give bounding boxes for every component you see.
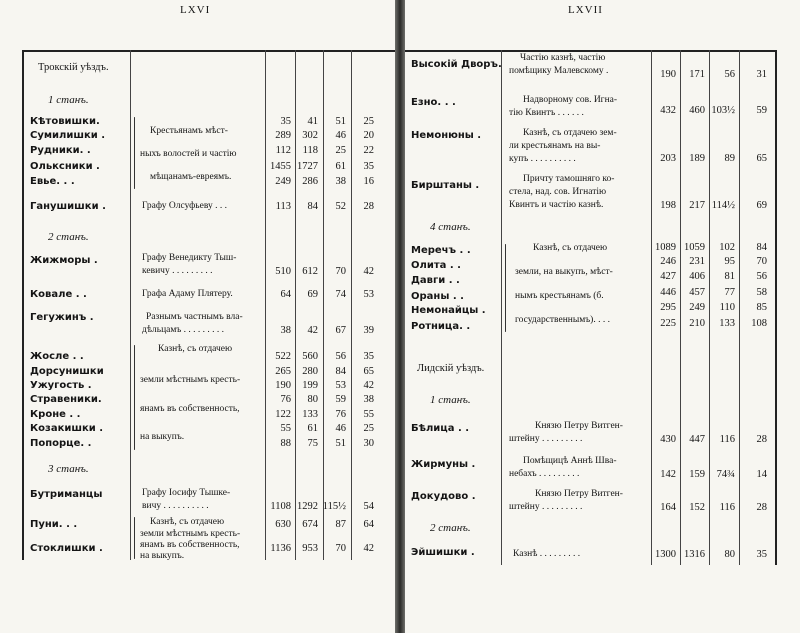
number-cell: 53 [335, 380, 346, 391]
number-cell: 76 [280, 394, 291, 405]
number-cell: 116 [719, 502, 735, 513]
village-name: Высокій Дворъ. [411, 59, 502, 70]
number-cell: 246 [660, 256, 676, 267]
number-cell: 432 [660, 105, 676, 116]
owner-description: тію Квинтъ . . . . . . [509, 108, 584, 118]
owner-description: штейну . . . . . . . . . [509, 434, 583, 444]
number-cell: 406 [689, 271, 705, 282]
number-cell: 65 [363, 366, 374, 377]
village-name: Бутриманцы [30, 489, 103, 500]
number-cell: 70 [756, 256, 767, 267]
number-cell: 1089 [655, 242, 676, 253]
owner-description: Крестьянамъ мѣст- [150, 126, 228, 136]
number-cell: 85 [756, 302, 767, 313]
stan-heading: 4 станъ. [430, 221, 471, 233]
number-cell: 122 [275, 409, 291, 420]
owner-description: купъ . . . . . . . . . . [509, 154, 576, 164]
village-name: Ужугость . [30, 380, 92, 391]
owner-description: Князю Петру Витген- [535, 489, 623, 499]
number-cell: 38 [335, 176, 346, 187]
brace [134, 517, 135, 559]
number-cell: 295 [660, 302, 676, 313]
owner-description: дѣльцамъ . . . . . . . . . [142, 325, 225, 335]
number-cell: 1292 [297, 501, 318, 512]
owner-description: государственнымъ). . . . [515, 315, 610, 325]
village-name: Немонюны . [411, 130, 482, 141]
stan-heading: 1 станъ. [48, 94, 89, 106]
number-cell: 133 [719, 318, 735, 329]
number-cell: 457 [689, 287, 705, 298]
number-cell: 198 [660, 200, 676, 211]
village-name: Эйшишки . [411, 547, 475, 558]
number-cell: 630 [275, 519, 291, 530]
number-cell: 1455 [270, 161, 291, 172]
number-cell: 67 [335, 325, 346, 336]
number-cell: 42 [363, 543, 374, 554]
number-cell: 446 [660, 287, 676, 298]
village-name: Бирштаны . [411, 180, 480, 191]
village-name: Попорце. . [30, 438, 92, 449]
number-cell: 25 [363, 423, 374, 434]
number-cell: 74 [335, 289, 346, 300]
stan-heading: 1 станъ. [430, 394, 471, 406]
table-top-rule [22, 50, 395, 52]
number-cell: 84 [307, 201, 318, 212]
number-cell: 35 [280, 116, 291, 127]
number-cell: 1108 [270, 501, 291, 512]
number-cell: 447 [689, 434, 705, 445]
number-cell: 52 [335, 201, 346, 212]
table-top-rule [405, 50, 775, 52]
village-name: Бѣлица . . [411, 423, 470, 434]
village-name: Козакишки . [30, 423, 104, 434]
number-cell: 560 [302, 351, 318, 362]
table-left-rule [22, 50, 24, 560]
number-cell: 108 [751, 318, 767, 329]
owner-description: Графа Адаму Плятеру. [142, 289, 233, 299]
village-name: Давги . . [411, 275, 460, 286]
village-name: Кѣтовишки. [30, 116, 100, 127]
owner-description: Надворному сов. Игна- [523, 95, 618, 105]
stan-heading: 2 станъ. [48, 231, 89, 243]
page-number: LXVII [568, 4, 603, 16]
number-cell: 190 [275, 380, 291, 391]
number-cell: 112 [275, 145, 291, 156]
owner-description: Квинтъ и частію казнѣ. [509, 200, 604, 210]
owner-description: штейну . . . . . . . . . [509, 502, 583, 512]
table-right-rule [775, 50, 777, 565]
number-cell: 55 [363, 409, 374, 420]
number-cell: 28 [756, 502, 767, 513]
village-name: Гегужинъ . [30, 312, 94, 323]
number-cell: 74¾ [716, 469, 735, 480]
number-cell: 77 [724, 287, 735, 298]
owner-description: Причту тамошняго ко- [523, 174, 615, 184]
number-cell: 51 [335, 438, 346, 449]
number-cell: 14 [756, 469, 767, 480]
number-cell: 430 [660, 434, 676, 445]
number-cell: 80 [307, 394, 318, 405]
number-cell: 28 [363, 201, 374, 212]
number-cell: 56 [756, 271, 767, 282]
number-cell: 427 [660, 271, 676, 282]
village-name: Кроне . . [30, 409, 81, 420]
number-cell: 61 [335, 161, 346, 172]
number-cell: 114½ [711, 200, 735, 211]
village-name: Ганушишки . [30, 201, 106, 212]
owner-description: Частію казнѣ, частію [520, 53, 606, 63]
owner-description: стела, над. сов. Игнатію [509, 187, 607, 197]
village-name: Езно. . . [411, 97, 456, 108]
owner-description: ли крестьянамъ на вы- [509, 141, 601, 151]
owner-description: Казнѣ, съ отдачею зем- [523, 128, 617, 138]
owner-description: нымъ крестьянамъ (б. [515, 291, 604, 301]
village-name: Жижморы . [30, 255, 98, 266]
village-name: Стравеники. [30, 394, 102, 405]
number-cell: 80 [724, 549, 735, 560]
number-cell: 199 [302, 380, 318, 391]
village-name: Ротница. . [411, 321, 471, 332]
number-cell: 35 [363, 161, 374, 172]
owner-description: Казнѣ, съ отдачею [150, 517, 225, 527]
number-cell: 56 [724, 69, 735, 80]
brace [134, 117, 135, 189]
number-cell: 87 [335, 519, 346, 530]
book-gutter [395, 0, 405, 633]
owner-description: Графу Іосифу Тышке- [142, 488, 231, 498]
owner-description: Казнѣ, съ отдачею [533, 243, 608, 253]
owner-description: кевичу . . . . . . . . . [142, 266, 213, 276]
number-cell: 39 [363, 325, 374, 336]
owner-description: янамъ въ собственность, [140, 404, 240, 414]
number-cell: 55 [280, 423, 291, 434]
owner-description: на выкупъ. [140, 551, 185, 561]
village-name: Жосле . . [30, 351, 84, 362]
number-cell: 56 [335, 351, 346, 362]
owner-description: Казнѣ . . . . . . . . . [513, 549, 581, 559]
village-name: Ольксники . [30, 161, 100, 172]
number-cell: 38 [280, 325, 291, 336]
owner-description: помѣщику Малевскому . [509, 66, 609, 76]
number-cell: 674 [302, 519, 318, 530]
number-cell: 116 [719, 434, 735, 445]
number-cell: 70 [335, 266, 346, 277]
village-name: Евье. . . [30, 176, 75, 187]
number-cell: 70 [335, 543, 346, 554]
number-cell: 28 [756, 434, 767, 445]
column-rule [501, 50, 502, 565]
number-cell: 58 [756, 287, 767, 298]
page-number: LXVI [180, 4, 211, 16]
owner-description: Графу Олсуфьеву . . . [142, 201, 227, 211]
column-rule [130, 50, 131, 560]
number-cell: 22 [363, 145, 374, 156]
number-cell: 249 [275, 176, 291, 187]
number-cell: 510 [275, 266, 291, 277]
village-name: Стоклишки . [30, 543, 103, 554]
number-cell: 113 [275, 201, 291, 212]
left-page [0, 0, 395, 633]
number-cell: 31 [756, 69, 767, 80]
number-cell: 953 [302, 543, 318, 554]
number-cell: 42 [363, 380, 374, 391]
owner-description: Графу Венедикту Тыш- [142, 253, 237, 263]
owner-description: небахъ . . . . . . . . . [509, 469, 580, 479]
number-cell: 81 [724, 271, 735, 282]
number-cell: 30 [363, 438, 374, 449]
number-cell: 159 [689, 469, 705, 480]
number-cell: 46 [335, 423, 346, 434]
number-cell: 1136 [270, 543, 291, 554]
number-cell: 225 [660, 318, 676, 329]
village-name: Ораны . . [411, 291, 464, 302]
owner-description: мѣщанамъ-евреямъ. [150, 172, 232, 182]
number-cell: 102 [719, 242, 735, 253]
number-cell: 61 [307, 423, 318, 434]
number-cell: 1316 [684, 549, 705, 560]
village-name: Пуни. . . [30, 519, 78, 530]
right-page [405, 0, 800, 633]
number-cell: 1300 [655, 549, 676, 560]
village-name: Меречъ . . [411, 245, 471, 256]
number-cell: 1059 [684, 242, 705, 253]
district-heading: Лидскій уѣздъ. [417, 363, 485, 374]
number-cell: 59 [756, 105, 767, 116]
number-cell: 51 [335, 116, 346, 127]
number-cell: 75 [307, 438, 318, 449]
owner-description: Князю Петру Витген- [535, 421, 623, 431]
village-name: Жирмуны . [411, 459, 476, 470]
number-cell: 84 [335, 366, 346, 377]
village-name: Олита . . [411, 260, 461, 271]
number-cell: 265 [275, 366, 291, 377]
number-cell: 133 [302, 409, 318, 420]
number-cell: 35 [756, 549, 767, 560]
number-cell: 69 [756, 200, 767, 211]
number-cell: 115½ [322, 501, 346, 512]
number-cell: 54 [363, 501, 374, 512]
brace [134, 345, 135, 450]
number-cell: 302 [302, 130, 318, 141]
owner-description: Помѣщицѣ Аннѣ Шва- [523, 456, 617, 466]
number-cell: 210 [689, 318, 705, 329]
number-cell: 95 [724, 256, 735, 267]
number-cell: 460 [689, 105, 705, 116]
village-name: Сумилишки . [30, 130, 106, 141]
number-cell: 164 [660, 502, 676, 513]
number-cell: 1727 [297, 161, 318, 172]
number-cell: 142 [660, 469, 676, 480]
number-cell: 189 [689, 153, 705, 164]
number-cell: 25 [335, 145, 346, 156]
number-cell: 42 [363, 266, 374, 277]
number-cell: 69 [307, 289, 318, 300]
number-cell: 612 [302, 266, 318, 277]
number-cell: 53 [363, 289, 374, 300]
number-cell: 103½ [711, 105, 735, 116]
owner-description: вичу . . . . . . . . . . [142, 501, 209, 511]
owner-description: Казнѣ, съ отдачею [158, 344, 233, 354]
owner-description: ныхъ волостей и частію [140, 149, 237, 159]
owner-description: на выкупъ. [140, 432, 185, 442]
village-name: Рудники. . [30, 145, 91, 156]
number-cell: 88 [280, 438, 291, 449]
village-name: Докудово . [411, 491, 476, 502]
number-cell: 46 [335, 130, 346, 141]
stan-heading: 2 станъ. [430, 522, 471, 534]
number-cell: 217 [689, 200, 705, 211]
number-cell: 64 [280, 289, 291, 300]
owner-description: земли мѣстнымъ кресть- [140, 375, 241, 385]
number-cell: 42 [307, 325, 318, 336]
number-cell: 20 [363, 130, 374, 141]
number-cell: 25 [363, 116, 374, 127]
brace [505, 244, 506, 332]
number-cell: 84 [756, 242, 767, 253]
number-cell: 110 [719, 302, 735, 313]
number-cell: 280 [302, 366, 318, 377]
owner-description: Разнымъ частнымъ вла- [146, 312, 243, 322]
number-cell: 64 [363, 519, 374, 530]
district-heading: Трокскій уѣздъ. [38, 62, 109, 73]
number-cell: 231 [689, 256, 705, 267]
number-cell: 286 [302, 176, 318, 187]
number-cell: 152 [689, 502, 705, 513]
number-cell: 38 [363, 394, 374, 405]
number-cell: 16 [363, 176, 374, 187]
village-name: Дорсунишки [30, 366, 104, 377]
number-cell: 118 [302, 145, 318, 156]
number-cell: 76 [335, 409, 346, 420]
number-cell: 522 [275, 351, 291, 362]
owner-description: земли, на выкупъ, мѣст- [515, 267, 613, 277]
number-cell: 65 [756, 153, 767, 164]
number-cell: 249 [689, 302, 705, 313]
number-cell: 171 [689, 69, 705, 80]
owner-description: янамъ въ собственность, [140, 540, 240, 550]
number-cell: 41 [307, 116, 318, 127]
owner-description: земли мѣстнымъ кресть- [140, 529, 241, 539]
stan-heading: 3 станъ. [48, 463, 89, 475]
village-name: Немонайцы . [411, 305, 486, 316]
number-cell: 59 [335, 394, 346, 405]
number-cell: 190 [660, 69, 676, 80]
number-cell: 35 [363, 351, 374, 362]
village-name: Ковале . . [30, 289, 87, 300]
number-cell: 89 [724, 153, 735, 164]
number-cell: 203 [660, 153, 676, 164]
number-cell: 289 [275, 130, 291, 141]
